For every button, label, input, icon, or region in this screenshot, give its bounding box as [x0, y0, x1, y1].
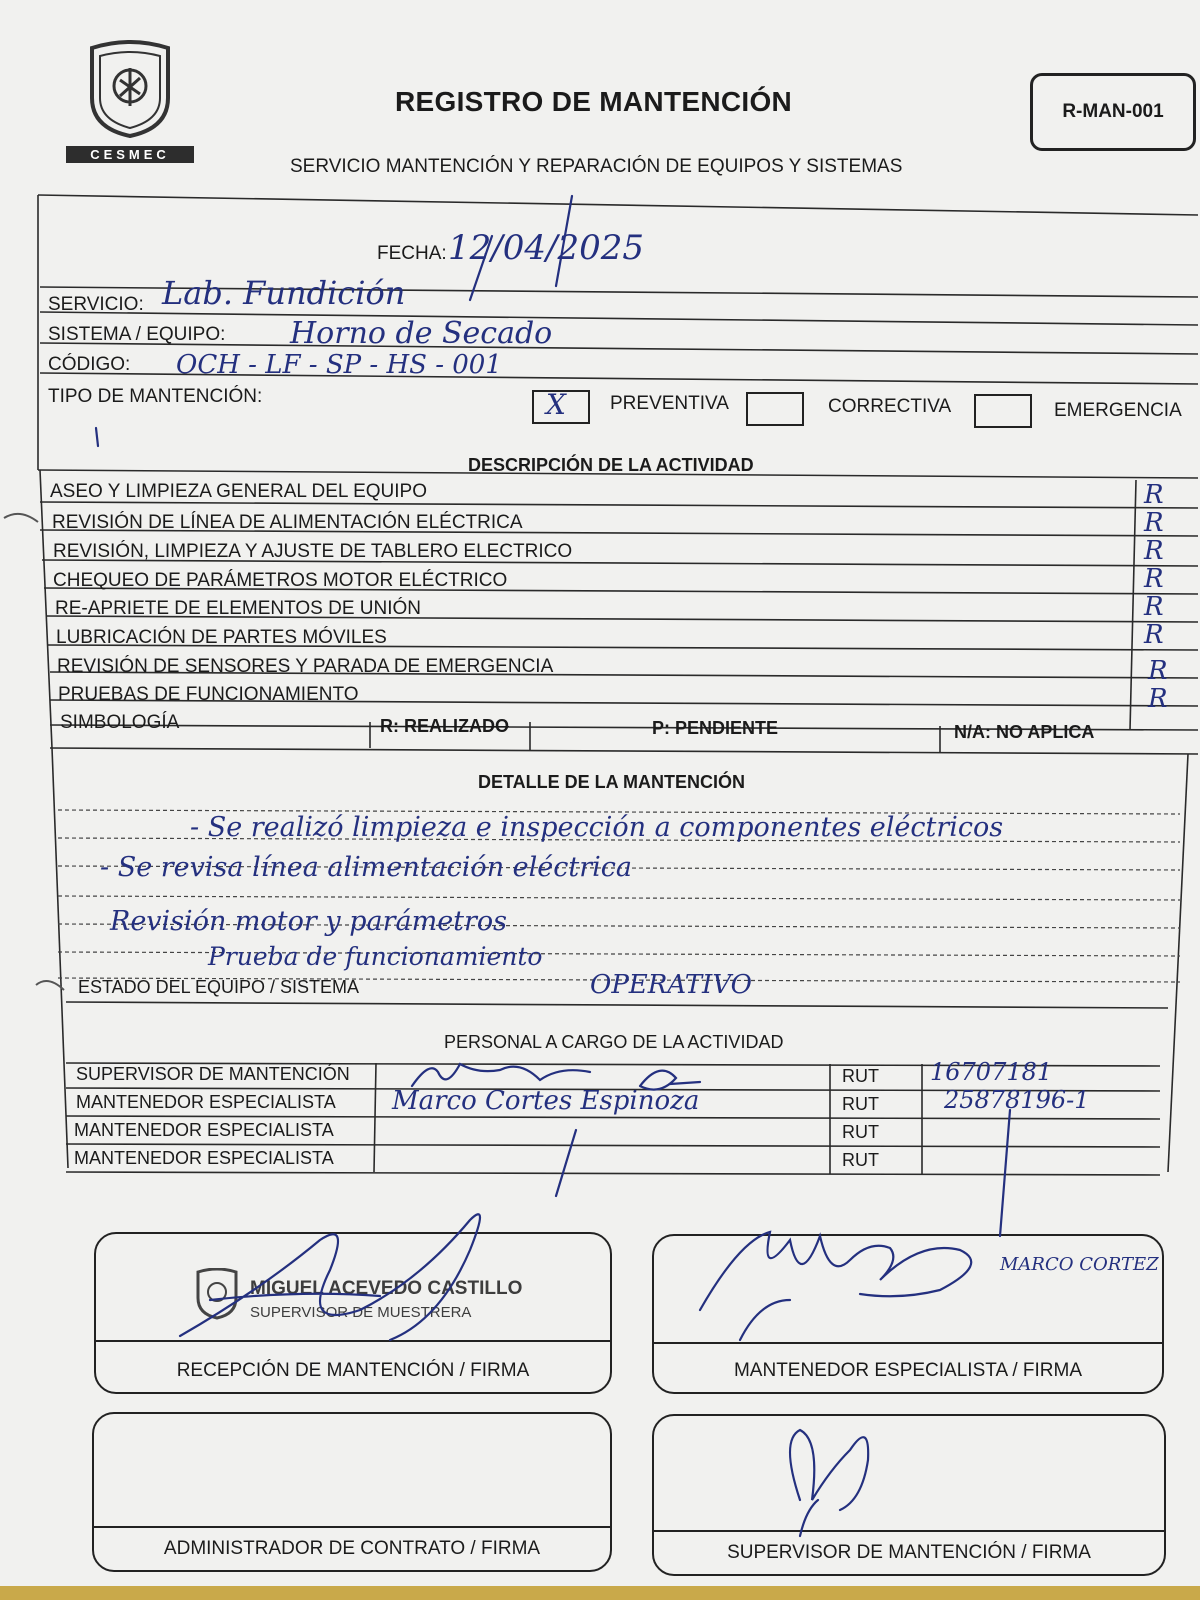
preventiva-tick: [96, 428, 98, 446]
rut-label-1: RUT: [842, 1066, 879, 1086]
fecha-slash-marks: [470, 196, 572, 300]
stamp-name: MIGUEL ACEVEDO CASTILLO: [250, 1278, 523, 1299]
activity-row-5: RE-APRIETE DE ELEMENTOS DE UNIÓN: [55, 598, 421, 619]
activity-row-1: ASEO Y LIMPIEZA GENERAL DEL EQUIPO: [50, 481, 427, 502]
estado-value[interactable]: OPERATIVO: [590, 970, 752, 1000]
status-6[interactable]: R: [1144, 620, 1164, 650]
activity-row-4: CHEQUEO DE PARÁMETROS MOTOR ELÉCTRICO: [53, 570, 508, 591]
personal-role-2: MANTENEDOR ESPECIALISTA: [76, 1092, 336, 1112]
personal-role-1: SUPERVISOR DE MANTENCIÓN: [76, 1064, 350, 1084]
activity-row-6: LUBRICACIÓN DE PARTES MÓVILES: [56, 627, 387, 648]
actividad-heading: DESCRIPCIÓN DE LA ACTIVIDAD: [468, 455, 754, 475]
simbologia-pendiente: P: PENDIENTE: [652, 718, 779, 738]
fecha-label: FECHA:: [377, 243, 447, 264]
detalle-line-4[interactable]: Prueba de funcionamiento: [208, 942, 543, 971]
rut-label-2: RUT: [842, 1094, 879, 1114]
rut-label-4: RUT: [842, 1150, 879, 1170]
fecha-value[interactable]: 12/04/2025: [448, 228, 644, 268]
activity-row-3: REVISIÓN, LIMPIEZA Y AJUSTE DE TABLERO ELECTRICO: [53, 541, 573, 562]
codigo-value[interactable]: OCH - LF - SP - HS - 001: [176, 350, 502, 380]
activity-row-2: REVISIÓN DE LÍNEA DE ALIMENTACIÓN ELÉCTRICA: [52, 512, 523, 533]
administrador-caption: ADMINISTRADOR DE CONTRATO / FIRMA: [163, 1538, 541, 1559]
supervisor-signature: [790, 1430, 868, 1536]
personal-heading: PERSONAL A CARGO DE LA ACTIVIDAD: [444, 1032, 784, 1052]
personal-name-2[interactable]: Marco Cortes Espinoza: [392, 1086, 700, 1116]
mantenedor-signature: [700, 1110, 1010, 1340]
preventiva-label: PREVENTIVA: [610, 393, 729, 414]
mantenedor-caption: MANTENEDOR ESPECIALISTA / FIRMA: [733, 1360, 1083, 1381]
detalle-line-1[interactable]: - Se realizó limpieza e inspección a componentes eléctricos: [190, 812, 1004, 843]
codigo-label: CÓDIGO:: [48, 354, 131, 375]
rut-value-2[interactable]: 25878196-1: [944, 1086, 1090, 1114]
correctiva-label: CORRECTIVA: [828, 396, 952, 417]
estado-label: ESTADO DEL EQUIPO / SISTEMA: [78, 977, 360, 997]
simbologia-label: SIMBOLOGÍA: [60, 712, 180, 733]
simbologia-realizado: R: REALIZADO: [380, 716, 509, 736]
form-title: REGISTRO DE MANTENCIÓN: [395, 86, 793, 117]
form-code: R-MAN-001: [1030, 73, 1196, 151]
mantenedor-written-name: MARCO CORTEZ: [1000, 1254, 1159, 1275]
sistema-value[interactable]: Horno de Secado: [290, 316, 553, 351]
status-3[interactable]: R: [1144, 536, 1164, 566]
stamp-role: SUPERVISOR DE MUESTRERA: [250, 1304, 472, 1321]
status-2[interactable]: R: [1144, 508, 1164, 538]
sistema-label: SISTEMA / EQUIPO:: [48, 324, 226, 345]
status-4[interactable]: R: [1144, 564, 1164, 594]
servicio-label: SERVICIO:: [48, 294, 144, 315]
detalle-line-3[interactable]: Revisión motor y parámetros: [110, 906, 508, 937]
supervisor-caption: SUPERVISOR DE MANTENCIÓN / FIRMA: [727, 1542, 1091, 1563]
table-surface-edge: [0, 1586, 1200, 1600]
rut-label-3: RUT: [842, 1122, 879, 1142]
status-8[interactable]: R: [1148, 684, 1168, 714]
status-7[interactable]: R: [1148, 656, 1168, 686]
activity-row-7: REVISIÓN DE SENSORES Y PARADA DE EMERGENCIA: [57, 656, 554, 677]
tipo-mantencion-label: TIPO DE MANTENCIÓN:: [48, 386, 263, 407]
preventiva-mark: X: [546, 388, 566, 421]
recepcion-signature: [180, 1214, 480, 1340]
detalle-line-2[interactable]: - Se revisa línea alimentación eléctrica: [100, 852, 632, 883]
detalle-heading: DETALLE DE LA MANTENCIÓN: [478, 772, 745, 792]
personal-role-4: MANTENEDOR ESPECIALISTA: [74, 1148, 334, 1168]
servicio-value[interactable]: Lab. Fundición: [162, 274, 406, 312]
recepcion-caption: RECEPCIÓN DE MANTENCIÓN / FIRMA: [176, 1360, 530, 1381]
emergencia-label: EMERGENCIA: [1054, 400, 1182, 421]
form-subtitle: SERVICIO MANTENCIÓN Y REPARACIÓN DE EQUIPOS Y SISTEMAS: [290, 156, 903, 177]
logo-caption: CESMEC: [66, 146, 194, 163]
rut-value-1[interactable]: 16707181: [930, 1058, 1053, 1086]
status-1[interactable]: R: [1144, 480, 1164, 510]
status-5[interactable]: R: [1144, 592, 1164, 622]
simbologia-no-aplica: N/A: NO APLICA: [954, 722, 1095, 742]
activity-row-8: PRUEBAS DE FUNCIONAMIENTO: [58, 684, 359, 705]
supervisor-mantencion-signature: [412, 1064, 700, 1196]
personal-role-3: MANTENEDOR ESPECIALISTA: [74, 1120, 334, 1140]
